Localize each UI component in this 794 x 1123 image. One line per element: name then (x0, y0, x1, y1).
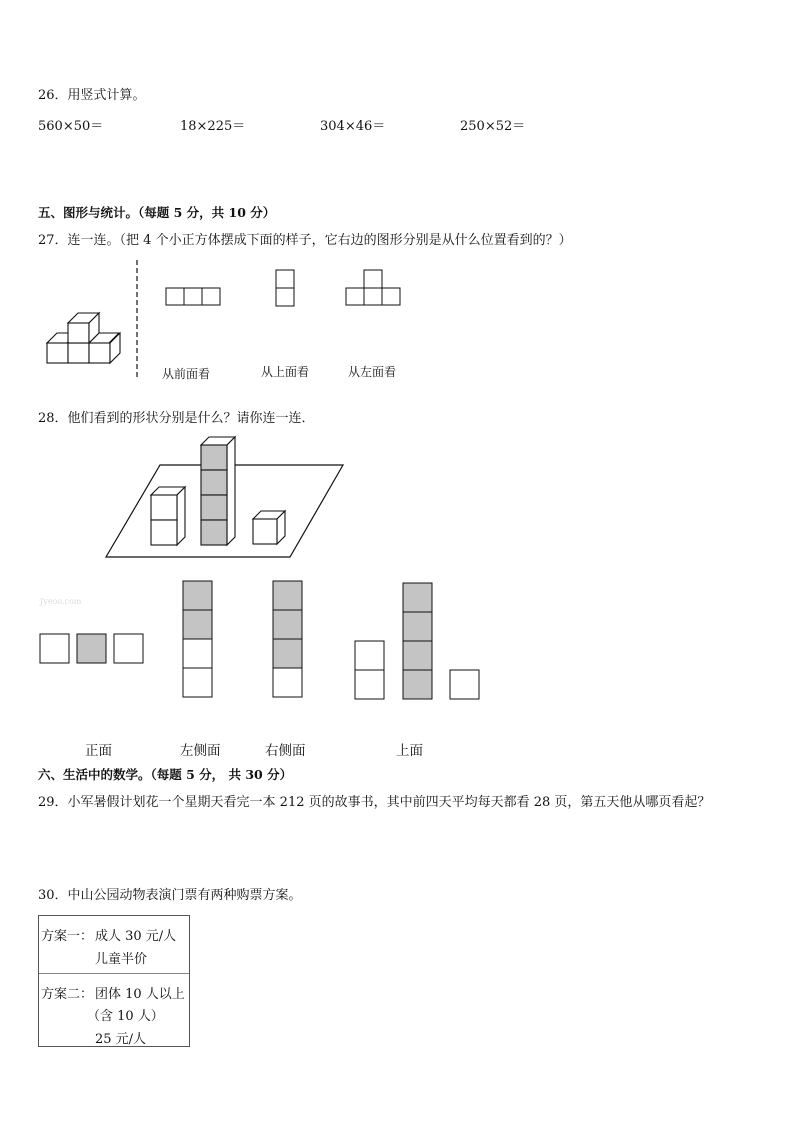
q26-item-1: 560×50＝ (38, 119, 104, 134)
q26-item-3: 304×46＝ (320, 119, 386, 134)
watermark: Jyeoo.com (40, 597, 82, 606)
plan2-line-1: 团体 10 人以上 (95, 987, 185, 1002)
plans-divider (39, 973, 189, 974)
ticket-plans-table (38, 915, 190, 1047)
plan1-line-2: 儿童半价 (95, 952, 148, 967)
q28-option-left (183, 581, 212, 697)
q28-option-front (40, 634, 143, 663)
q26-title: 26．用竖式计算。 (38, 88, 146, 103)
q28-label-front: 正面 (85, 743, 112, 759)
q28-left-stack (151, 487, 185, 545)
q27-label-front: 从前面看 (162, 367, 211, 381)
plan2-line-3: 25 元/人 (95, 1032, 147, 1047)
q28-option-top (355, 583, 479, 699)
q27-label-left: 从左面看 (348, 365, 397, 379)
q28-option-right (273, 581, 302, 697)
q29-title: 29．小军暑假计划花一个星期天看完一本 212 页的故事书，其中前四天平均每天都看 28 页，第五天他从哪页看起？ (38, 795, 711, 810)
section5-heading: 五、图形与统计。（每题 5 分，共 10 分） (38, 205, 276, 220)
q28-single-cube (253, 511, 285, 544)
q27-title: 27．连一连。（把 4 个小正方体摆成下面的样子，它右边的图形分别是从什么位置看到的？） (38, 233, 572, 248)
q30-title: 30．中山公园动物表演门票有两种购票方案。 (38, 888, 302, 903)
q28-tall-stack (201, 437, 235, 545)
plan2-name: 方案二： (41, 987, 94, 1002)
q28-label-left-side: 左侧面 (180, 743, 221, 759)
q28-label-right-side: 右侧面 (265, 743, 306, 759)
q26-item-4: 250×52＝ (460, 119, 526, 134)
q26-item-2: 18×225＝ (180, 119, 246, 134)
section6-heading: 六、生活中的数学。（每题 5 分， 共 30 分） (38, 767, 293, 782)
q28-title: 28．他们看到的形状分别是什么？请你连一连． (38, 411, 315, 426)
plan2-line-2: （含 10 人） (87, 1009, 164, 1024)
q28-label-top: 上面 (396, 743, 423, 759)
q27-label-top: 从上面看 (261, 365, 310, 379)
plan1-line-1: 成人 30 元/人 (95, 929, 177, 944)
plan1-name: 方案一： (41, 929, 94, 944)
